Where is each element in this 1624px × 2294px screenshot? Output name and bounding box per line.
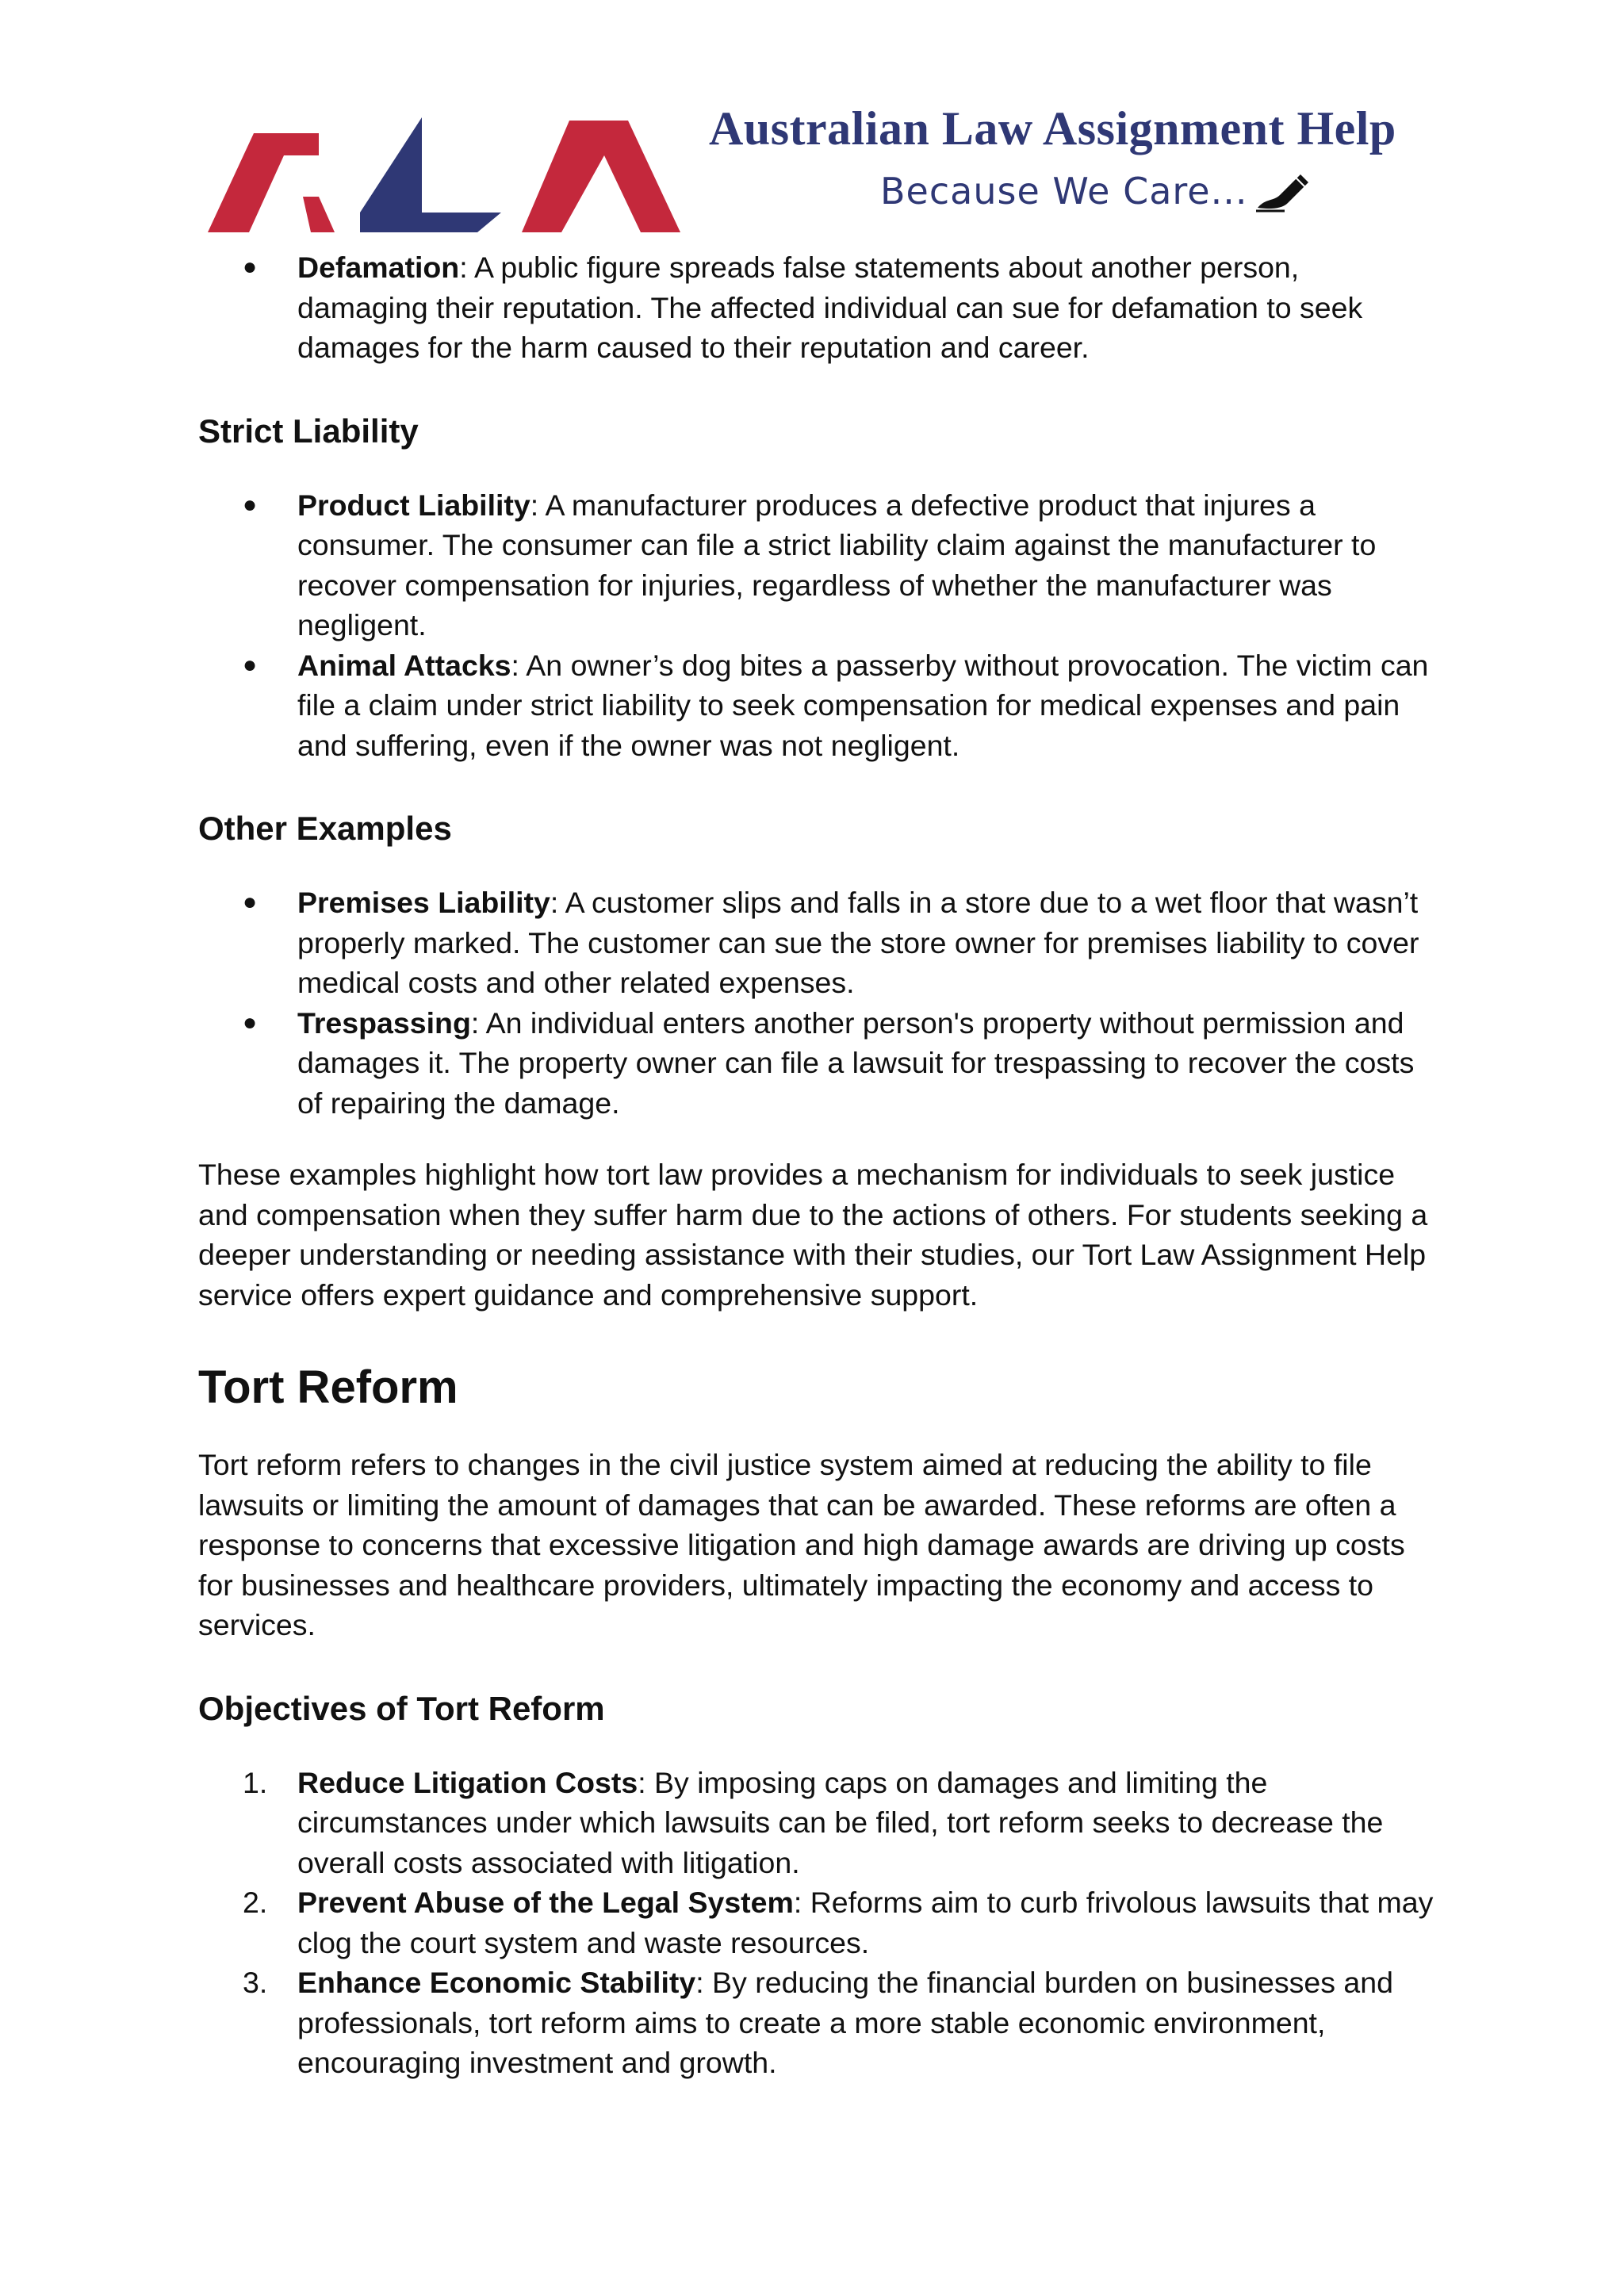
summary-paragraph: These examples highlight how tort law provides a mechanism for individuals to seek justice and compensation when they suffer harm due to the actions of others. For students seeking a deeper understanding or needing assistance with their studies, our Tort Law Assignment Help service offers expert guidance and comprehensive support. [198,1158,1428,1312]
list-item [198,883,1435,1003]
ala-logo [208,109,684,236]
list-item-text: : Reforms aim to curb frivolous lawsuits that may clog the court system and waste resources. [297,1886,1434,1959]
list-item [198,485,1435,645]
list-item [198,1763,1435,1883]
bullet-icon: ● [243,491,258,518]
list-item-term: Prevent Abuse of the Legal System [297,1886,794,1919]
list-number: 2. [243,1886,268,1919]
list-item-term: Enhance Economic Stability [297,1966,696,1999]
list-item-term: Reduce Litigation Costs [297,1765,638,1799]
list-item-text: : An owner’s dog bites a passerby without provocation. The victim can file a claim under strict liability to seek compensation for medical expenses and pain and suffering, even if the owner was not negligent. [297,648,1429,762]
header [208,101,1445,244]
list-number: 1. [243,1765,268,1799]
defamation-list [198,247,1435,368]
section-heading-tort-reform: Tort Reform [198,1361,458,1413]
list-item-term: Animal Attacks [297,648,511,682]
list-item-text: : A public figure spreads false statements about another person, damaging their reputation. The affected individual can sue for defamation to seek damages for the harm caused to their reputation and career. [297,251,1363,364]
bullet-icon: ● [243,254,258,280]
list-item-term: Premises Liability [297,886,550,919]
list-item-term: Defamation [297,251,460,284]
section-heading-objectives: Objectives of Tort Reform [198,1689,605,1727]
list-item [198,1003,1435,1124]
list-item [198,247,1435,368]
list-item-text: : A manufacturer produces a defective product that injures a consumer. The consumer can file a strict liability claim against the manufacturer to recover compensation for injuries, regardless of whether the manufacturer was negligent. [297,488,1377,641]
list-item-text: : A customer slips and falls in a store due to a wet floor that wasn’t properly marked. The customer can sue the store owner for premises liability to cover medical costs and other related expenses. [297,886,1419,999]
list-item-text: : By reducing the financial burden on businesses and professionals, tort reform aims to create a more stable economic environment, encouraging investment and growth. [297,1966,1393,2079]
list-item-text: : By imposing caps on damages and limiting the circumstances under which lawsuits can be filed, tort reform seeks to decrease the overall costs associated with litigation. [297,1765,1384,1879]
bullet-icon: ● [243,651,258,678]
brand-name: Australian Law Assignment Help [709,102,1396,155]
list-item [198,1963,1435,2083]
list-item-term: Product Liability [297,488,530,522]
pen-writing-icon [1253,167,1313,214]
list-item-term: Trespassing [297,1005,471,1040]
document-content [198,247,1435,2083]
section-heading-strict-liability: Strict Liability [198,412,419,450]
other-examples-list [198,883,1435,1123]
objectives-list [198,1763,1435,2083]
list-item [198,1882,1435,1963]
list-item [198,645,1435,766]
section-heading-other-examples: Other Examples [198,810,452,847]
logo-letter-a-left [208,133,319,232]
logo-letter-a-left-foot [303,197,335,232]
list-item-text: : An individual enters another person's property without permission and damages it. The property owner can file a lawsuit for trespassing to recover the costs of repairing the damage. [297,1005,1415,1120]
list-number: 3. [243,1966,268,1999]
logo-letter-l [360,117,501,232]
bullet-icon: ● [243,1009,258,1036]
brand-tagline: Because We Care... [880,170,1248,213]
strict-liability-list [198,485,1435,766]
tort-reform-intro: Tort reform refers to changes in the civil justice system aimed at reducing the ability to file lawsuits or limiting the amount of damages that can be awarded. These reforms are often a response to concerns that excessive litigation and high damage awards are driving up costs for businesses and healthcare providers, ultimately impacting the economy and access to services. [198,1448,1405,1641]
bullet-icon: ● [243,889,258,915]
